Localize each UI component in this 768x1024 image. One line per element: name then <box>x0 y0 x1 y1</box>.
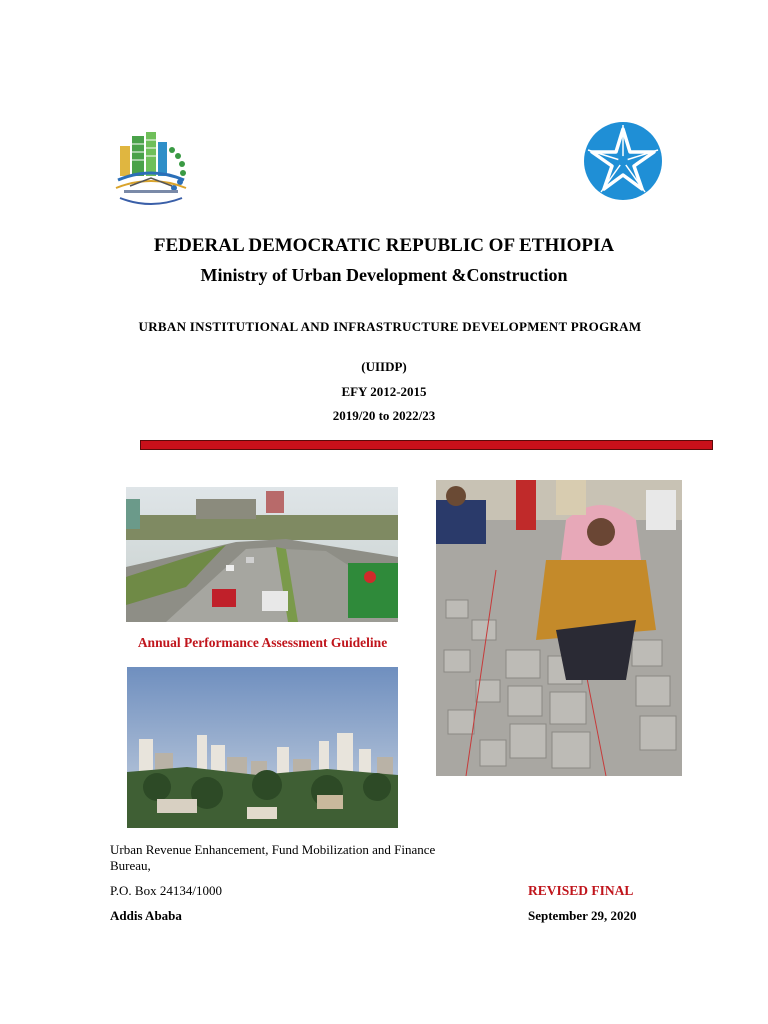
program-acronym: (UIIDP) <box>361 359 407 374</box>
highway-photo <box>126 487 398 622</box>
guideline-title: Annual Performance Assessment Guideline <box>137 635 388 650</box>
national-emblem-logo <box>582 121 664 201</box>
po-box: P.O. Box 24134/1000 <box>110 883 222 898</box>
red-divider <box>140 440 713 450</box>
bureau-name: Urban Revenue Enhancement, Fund Mobilization and Finance Bureau, <box>110 842 436 873</box>
ministry-title: Ministry of Urban Development &Construction <box>200 265 568 285</box>
city-name: Addis Ababa <box>110 908 182 923</box>
country-title: FEDERAL DEMOCRATIC REPUBLIC OF ETHIOPIA <box>153 235 615 256</box>
ministry-logo <box>110 128 192 212</box>
fiscal-year-period: 2019/20 to 2022/23 <box>332 408 436 423</box>
document-status: REVISED FINAL <box>528 883 634 898</box>
document-date: September 29, 2020 <box>528 908 637 923</box>
road-paving-photo <box>436 480 682 776</box>
efy-period: EFY 2012-2015 <box>341 384 427 399</box>
city-skyline-photo <box>127 667 398 828</box>
program-name: URBAN INSTITUTIONAL AND INFRASTRUCTURE DEVELOPMENT PROGRAM <box>138 319 642 334</box>
